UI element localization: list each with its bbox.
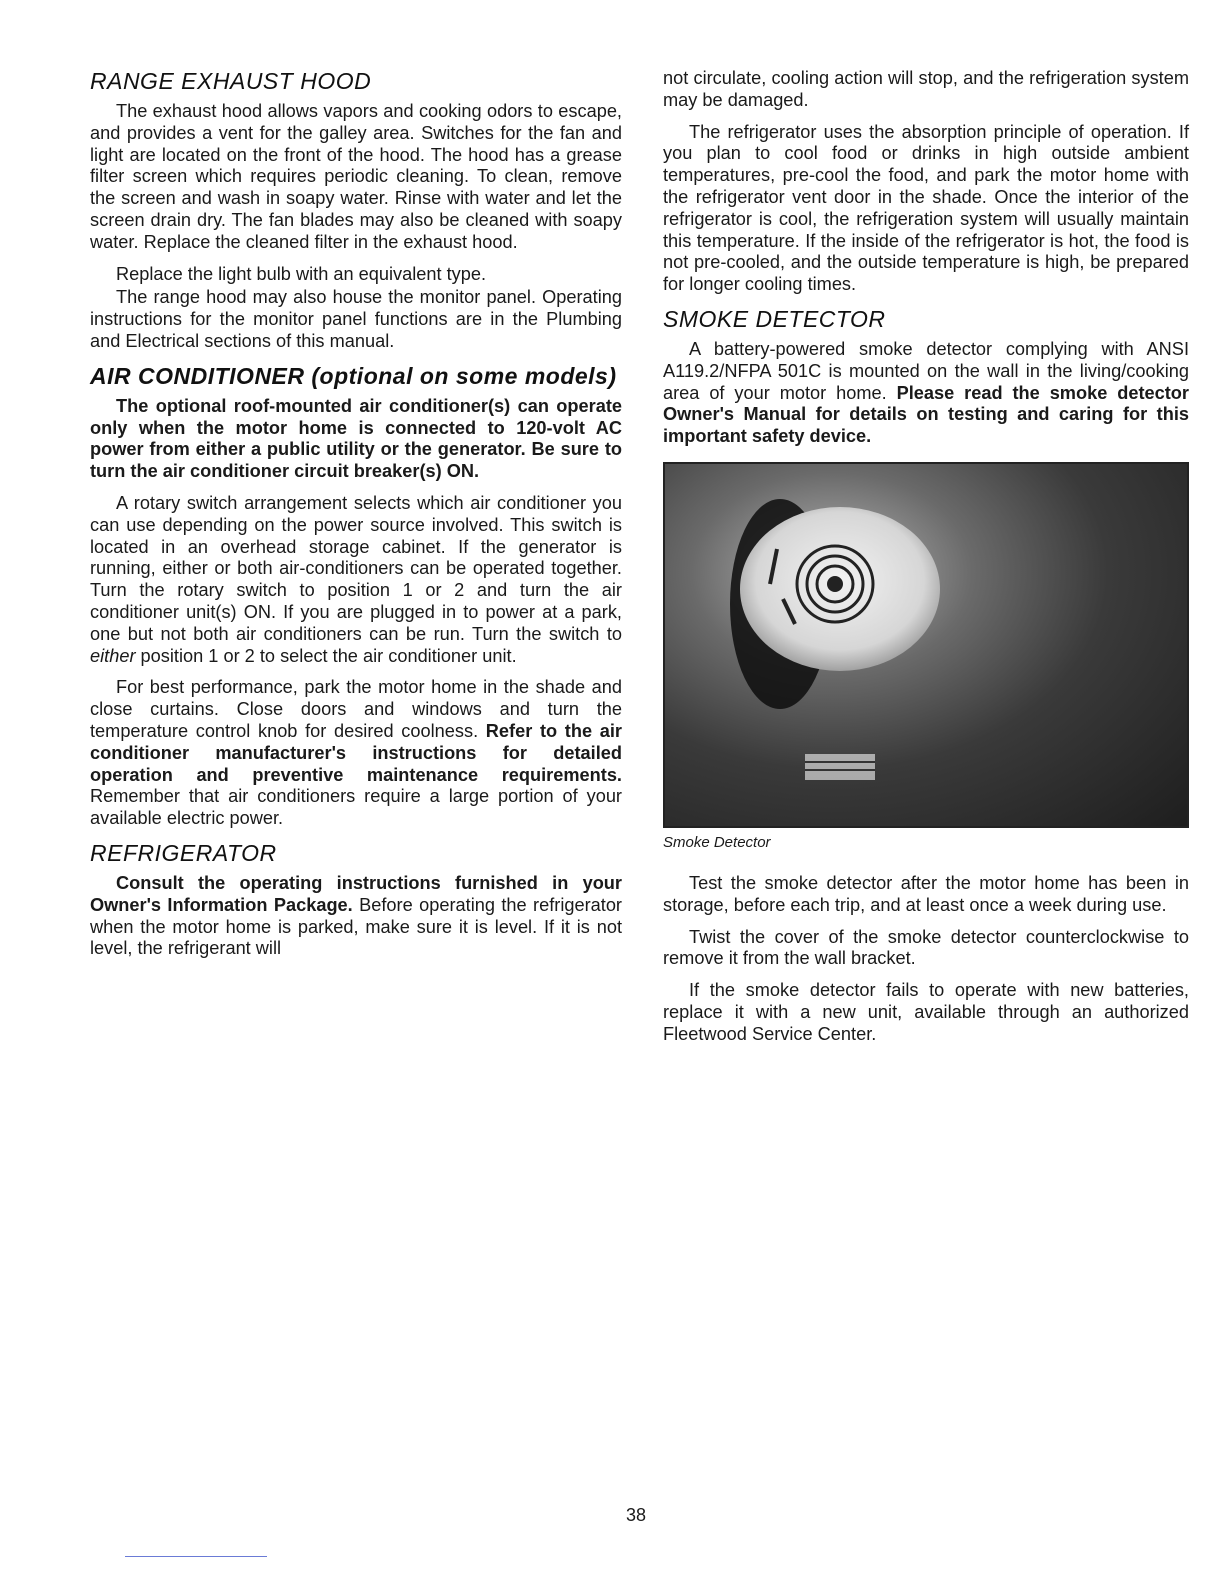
bottom-rule [125,1556,267,1557]
air-conditioner-heading: AIR CONDITIONER (optional on some models) [90,362,617,389]
ac-p2-text-b: position 1 or 2 to select the air conditioner unit. [135,645,517,666]
range-hood-paragraph-1: The exhaust hood allows vapors and cooking odors to escape, and provides a vent for the galley area. Switches for the fan and light are located on the front of the hood. The hood has a grease filter screen which requires periodic cleaning. To clean, remove the screen and wash in soapy water. Rinse with water and let the screen drain dry. The fan blades may also be cleaned with soapy water. Replace the cleaned filter in the exhaust hood. [90,101,622,252]
ac-p3-text-a: For best performance, park the motor home in the shade and close curtains. Close doors and windows and turn the temperature control knob for desired coolness. [90,677,622,741]
smoke-detector-photo [663,462,1189,828]
refrigerator-paragraph-1 [90,873,622,960]
ac-p2-text-a: A rotary switch arrangement selects which air conditioner you can use depending on the power source involved. This switch is located in an overhead storage cabinet. If the generator is running, either or both air-conditioners can be operated together. Turn the rotary switch to position 1 or 2 and turn the air conditioner unit(s) ON. If you are plugged in to power at a park, one but not both air conditioners can be run. Turn the switch to [90,492,622,644]
smoke-detector-paragraph-2: Test the smoke detector after the motor home has been in storage, before each trip, and at least once a week during use. [663,872,1189,915]
air-conditioner-paragraph-3 [90,677,622,830]
air-conditioner-paragraph-1: The optional roof-mounted air conditioner(s) can operate only when the motor home is connected to 120-volt AC power from either a public utility or the generator. Be sure to turn the air conditioner circuit breaker(s) ON. [90,395,622,482]
refrigerator-continued-paragraph-2: The refrigerator uses the absorption principle of operation. If you plan to cool food or drinks in high outside ambient temperatures, pre-cool the food, and park the motor home with the refrigerator vent door in the shade. Once the interior of the refrigerator is cool, the refrigeration system will usually maintain this temperature. If the inside of the refrigerator is hot, the food is not pre-cooled, and the outside temperature is high, be prepared for longer cooling times. [663,121,1189,295]
smoke-detector-illustration [665,464,1189,828]
smoke-detector-paragraph-1 [663,339,1189,448]
smoke-detector-heading: SMOKE DETECTOR [663,305,886,332]
range-hood-paragraph-2: Replace the light bulb with an equivalent type. [116,263,487,284]
refrigerator-heading: REFRIGERATOR [90,839,277,866]
refrigerator-continued-paragraph-1: not circulate, cooling action will stop, and the refrigeration system may be damaged. [663,68,1189,110]
refrigerator-p1-bold: Consult the operating instructions furnished in your Owner's Information Package. [90,872,622,915]
sd-p1-bold: Please read the smoke detector Owner's Manual for details on testing and caring for this important safety device. [663,382,1189,447]
page-number: 38 [625,1505,647,1525]
left-column [90,68,622,970]
ac-p3-text-b: Remember that air conditioners require a large portion of your available electric power. [90,786,622,829]
sd-p1-text: A battery-powered smoke detector complying with ANSI A119.2/NFPA 501C is mounted on the wall in the living/cooking area of your motor home. [663,338,1189,403]
range-hood-paragraph-3: The range hood may also house the monitor panel. Operating instructions for the monitor panel functions are in the Plumbing and Electrical sections of this manual. [90,287,622,351]
air-conditioner-paragraph-2 [90,493,622,667]
range-hood-heading: RANGE EXHAUST HOOD [90,68,372,94]
refrigerator-p1-rest: Before operating the refrigerator when the motor home is parked, make sure it is level. If it is not level, the refrigerant will [90,894,622,959]
ac-p3-bold: Refer to the air conditioner manufacturer's instructions for detailed operation and preventive maintenance requirements. [90,720,622,785]
smoke-detector-paragraph-3: Twist the cover of the smoke detector counterclockwise to remove it from the wall bracket. [663,926,1189,969]
smoke-detector-paragraph-4: If the smoke detector fails to operate with new batteries, replace it with a new unit, available through an authorized Fleetwood Service Center. [663,980,1189,1044]
ac-p2-emphasis: either [90,645,136,666]
right-column [663,68,1189,1056]
photo-caption: Smoke Detector [663,833,771,851]
